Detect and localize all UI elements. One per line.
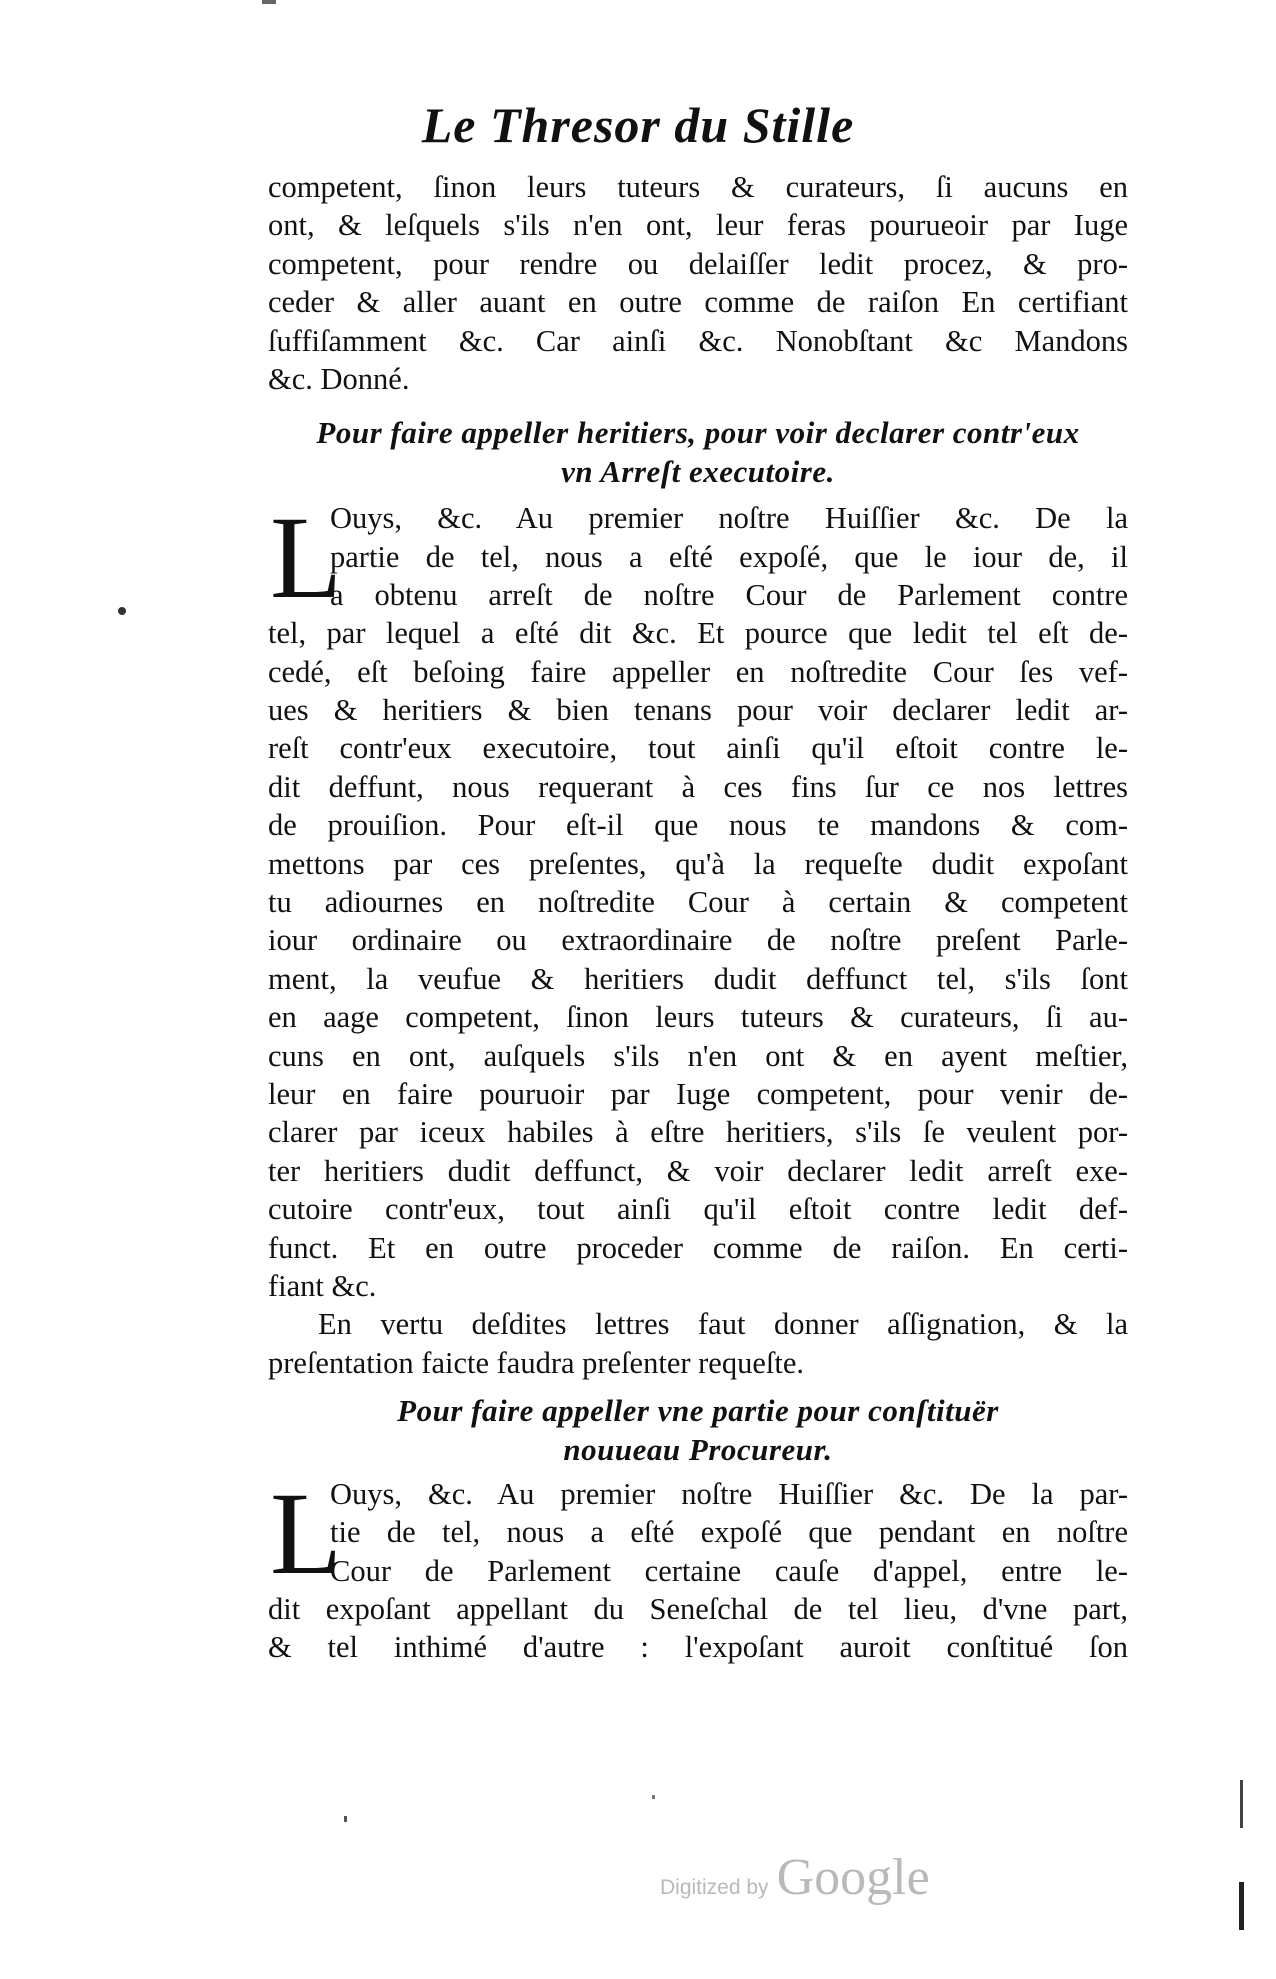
text-line: clarer par iceux habiles à eſtre heritiers, s'ils ſe veulent por-: [268, 1115, 1128, 1150]
text-line: competent, pour rendre ou delaiſſer ledit procez, & pro-: [268, 246, 1128, 281]
text-line: ont, & leſquels s'ils n'en ont, leur feras pourueoir par Iuge: [268, 208, 1128, 243]
formula-paragraph: [268, 492, 1128, 1305]
page-edge-mark: [1240, 1780, 1243, 1828]
text-line: ceder & aller auant en outre comme de raiſon En certifiant: [268, 285, 1128, 320]
text-line: preſentation faicte faudra preſenter requeſte.: [268, 1345, 804, 1380]
margin-ink-spot: [652, 1795, 655, 1799]
text-line: mettons par ces preſentes, qu'à la requeſte dudit expoſant: [268, 846, 1128, 881]
heading-line: vn Arreſt executoire.: [561, 453, 835, 489]
text-line: &c. Donné.: [268, 361, 410, 396]
continuation-paragraph: [268, 168, 1128, 398]
text-line: tu adiournes en noſtredite Cour à certain & competent: [268, 885, 1128, 920]
text-block: [268, 168, 1128, 1667]
text-line: cedé, eſt beſoing faire appeller en noſtredite Cour ſes vef-: [268, 654, 1128, 689]
running-head: Le Thresor du Stille: [421, 97, 855, 153]
text-line: fiant &c.: [268, 1268, 377, 1303]
digitized-watermark: [660, 1848, 930, 1907]
text-line: Ouys, &c. Au premier noſtre Huiſſier &c. De la: [330, 501, 1128, 536]
text-line: En vertu deſdites lettres faut donner aſſignation, & la: [318, 1307, 1128, 1342]
text-line: de prouiſion. Pour eſt-il que nous te mandons & com-: [268, 808, 1128, 843]
text-line: Cour de Parlement certaine cauſe d'appel, entre le-: [330, 1553, 1128, 1588]
text-line: tie de tel, nous a eſté expoſé que pendant en noſtre: [330, 1515, 1128, 1550]
drop-cap: L: [270, 1467, 343, 1599]
text-line: tel, par lequel a eſté dit &c. Et pource que ledit tel eſt de-: [268, 616, 1128, 651]
note-paragraph: [268, 1305, 1128, 1382]
section-heading: [268, 414, 1128, 491]
text-line: & tel inthimé d'autre : l'expoſant auroit conſtitué ſon: [268, 1630, 1128, 1665]
text-line: leur en faire pouruoir par Iuge competent, pour venir de-: [268, 1076, 1128, 1111]
text-line: ues & heritiers & bien tenans pour voir declarer ledit ar-: [268, 693, 1128, 728]
watermark-prefix: Digitized by: [660, 1876, 769, 1899]
text-line: Ouys, &c. Au premier noſtre Huiſſier &c. De la par-: [330, 1476, 1128, 1511]
text-line: dit expoſant appellant du Seneſchal de tel lieu, d'vne part,: [268, 1592, 1128, 1627]
google-logo: Google: [776, 1849, 930, 1906]
margin-ink-spot: [344, 1816, 347, 1822]
page-edge-mark: [1239, 1882, 1244, 1930]
text-line: reſt contr'eux executoire, tout ainſi qu'il eſtoit contre le-: [268, 731, 1128, 766]
text-line: ment, la veufue & heritiers dudit deffunct tel, s'ils ſont: [268, 961, 1128, 996]
heading-line: nouueau Procureur.: [563, 1431, 833, 1467]
scan-edge-mark: [262, 0, 276, 4]
text-line: funct. Et en outre proceder comme de raiſon. En certi-: [268, 1230, 1128, 1265]
formula-paragraph: [268, 1467, 1128, 1667]
heading-line: Pour faire appeller vne partie pour conſtituër: [397, 1393, 999, 1429]
text-line: a obtenu arreſt de noſtre Cour de Parlement contre: [330, 577, 1128, 612]
text-line: partie de tel, nous a eſté expoſé, que le iour de, il: [330, 539, 1128, 574]
text-line: iour ordinaire ou extraordinaire de noſtre preſent Parle-: [268, 923, 1128, 958]
section-heading: [268, 1392, 1128, 1469]
text-line: dit deffunt, nous requerant à ces fins ſur ce nos lettres: [268, 769, 1128, 804]
text-line: cuns en ont, auſquels s'ils n'en ont & en ayent meſtier,: [268, 1038, 1128, 1073]
text-line: en aage competent, ſinon leurs tuteurs & curateurs, ſi au-: [268, 1000, 1128, 1035]
drop-cap: L: [270, 492, 343, 624]
text-line: cutoire contr'eux, tout ainſi qu'il eſtoit contre ledit def-: [268, 1192, 1128, 1227]
margin-ink-spot: [118, 607, 126, 615]
heading-line: Pour faire appeller heritiers, pour voir declarer contr'eux: [316, 415, 1080, 451]
text-line: ſuffiſamment &c. Car ainſi &c. Nonobſtant &c Mandons: [268, 323, 1128, 358]
text-line: ter heritiers dudit deffunct, & voir declarer ledit arreſt exe-: [268, 1153, 1128, 1188]
text-line: competent, ſinon leurs tuteurs & curateurs, ſi aucuns en: [268, 170, 1128, 204]
